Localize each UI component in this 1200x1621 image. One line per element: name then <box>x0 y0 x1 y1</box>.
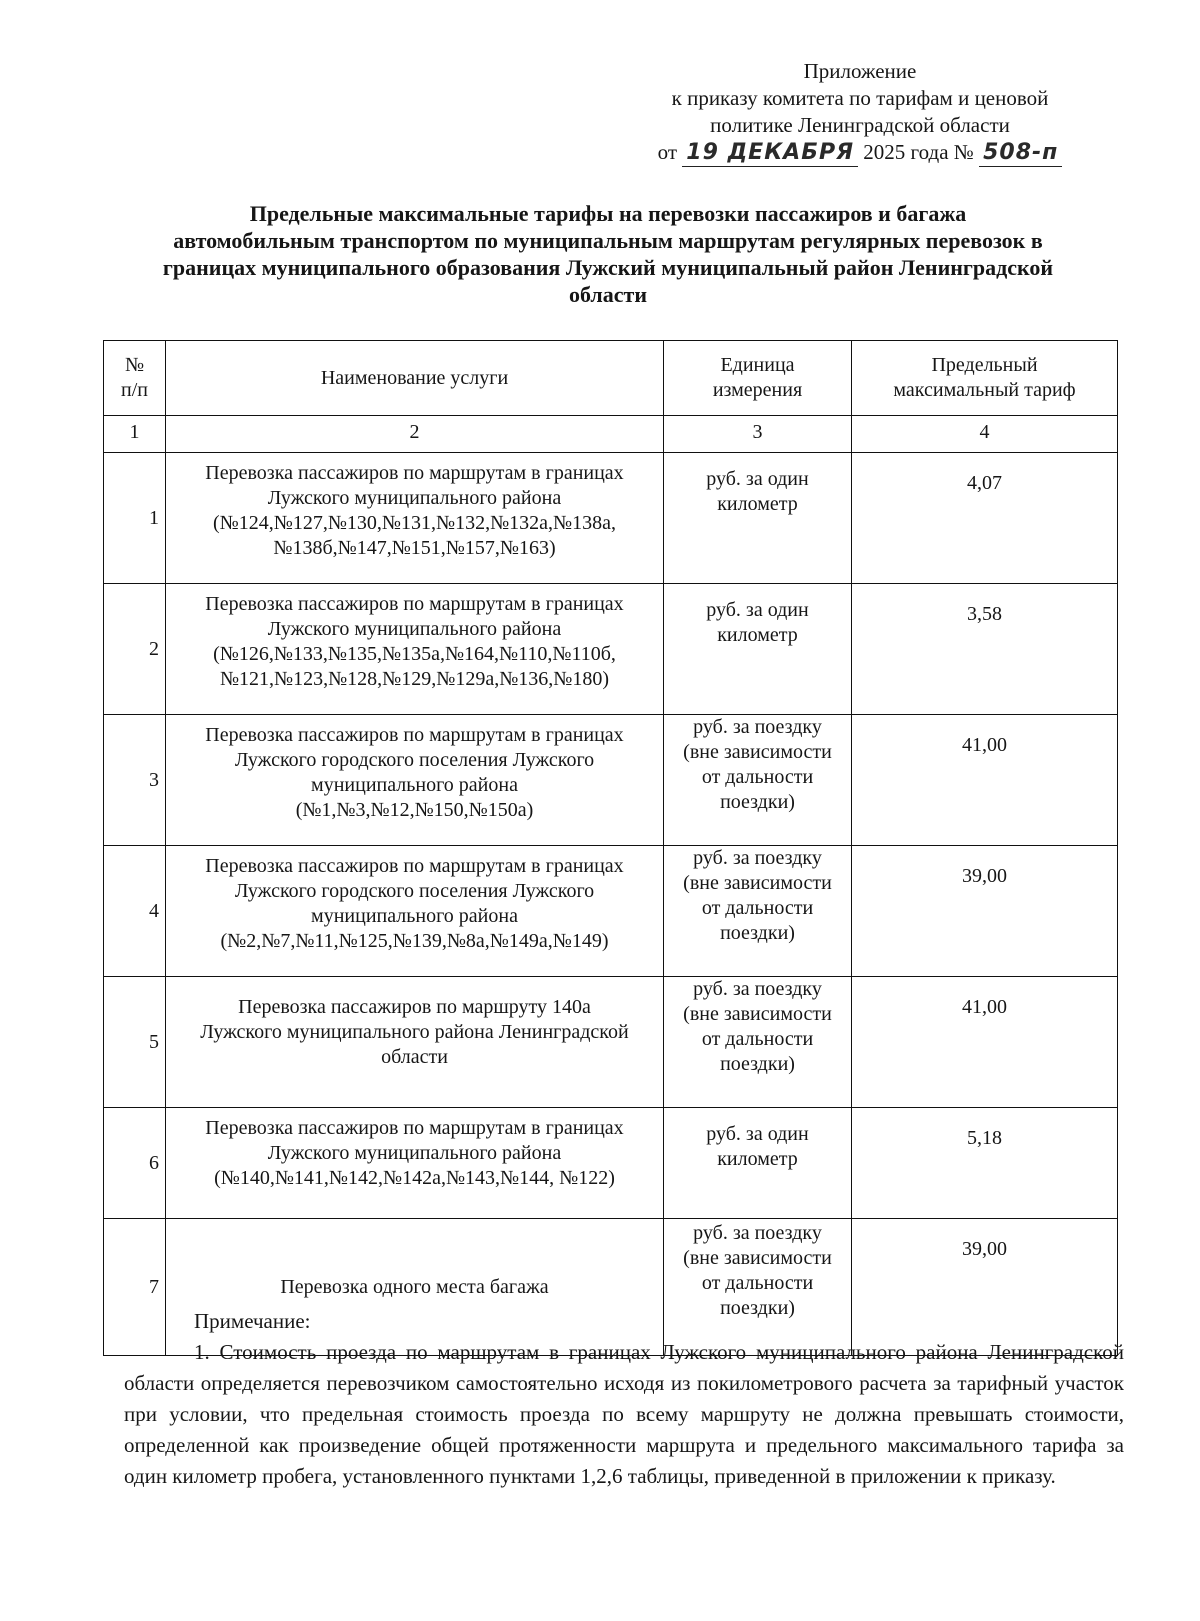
title-line-4: области <box>568 282 648 307</box>
unit-line: от дальности <box>701 1272 814 1294</box>
service-name-line: Лужского городского поселения Лужского <box>234 749 595 771</box>
service-name-line: Лужского муниципального района <box>267 618 562 640</box>
header-number-symbol: № <box>124 354 145 376</box>
row-number: 4 <box>104 846 166 977</box>
unit-line: руб. за поездку <box>693 716 822 738</box>
date-prefix: от <box>657 140 678 164</box>
row-number: 3 <box>104 715 166 846</box>
unit-line: километр <box>717 624 798 646</box>
service-name-line: Лужского городского поселения Лужского <box>234 880 595 902</box>
row-number: 5 <box>104 977 166 1108</box>
unit-line: руб. за поездку <box>693 978 822 1000</box>
header-tariff-line-1: Предельный <box>931 354 1038 376</box>
unit-line: поездки) <box>720 1053 795 1075</box>
row-number: 2 <box>104 584 166 715</box>
service-name <box>166 1108 664 1219</box>
service-name <box>166 453 664 584</box>
unit-line: (вне зависимости <box>683 1247 832 1269</box>
appendix-header <box>600 58 1120 167</box>
tariff-value: 3,58 <box>852 584 1118 715</box>
header-tariff-line-2: максимальный тариф <box>893 379 1076 401</box>
order-date-line <box>600 139 1120 167</box>
service-name-line: муниципального района <box>311 774 518 796</box>
service-name-line: Перевозка пассажиров по маршруту 140а <box>238 996 591 1018</box>
header-unit-line-2: измерения <box>712 379 803 401</box>
table-row <box>104 584 1118 715</box>
tariff-value: 39,00 <box>852 1219 1118 1356</box>
service-name-line: области <box>381 1046 448 1068</box>
service-name-line: Лужского муниципального района <box>267 487 562 509</box>
column-number-row <box>104 416 1118 453</box>
unit-of-measure <box>664 846 852 977</box>
header-number-label: п/п <box>121 379 148 401</box>
table-row <box>104 846 1118 977</box>
service-name-line: №121,№123,№128,№129,№129а,№136,№180) <box>219 668 610 690</box>
service-name-line: Перевозка пассажиров по маршрутам в границах <box>205 462 624 484</box>
table-row <box>104 715 1118 846</box>
column-number: 2 <box>166 416 664 453</box>
unit-line: поездки) <box>720 791 795 813</box>
service-name-line: муниципального района <box>311 905 518 927</box>
service-name-line: (№124,№127,№130,№131,№132,№132а,№138а, <box>213 512 616 534</box>
tariff-value: 4,07 <box>852 453 1118 584</box>
unit-line: (вне зависимости <box>683 741 832 763</box>
unit-line: километр <box>717 493 798 515</box>
row-number: 1 <box>104 453 166 584</box>
header-line-3: политике Ленинградской области <box>710 113 1010 137</box>
tariff-value: 41,00 <box>852 715 1118 846</box>
unit-of-measure <box>664 453 852 584</box>
table-row <box>104 977 1118 1108</box>
row-number: 6 <box>104 1108 166 1219</box>
service-name-line: (№1,№3,№12,№150,№150а) <box>295 799 534 821</box>
header-number <box>104 341 166 416</box>
unit-line: (вне зависимости <box>683 1003 832 1025</box>
document-title <box>108 200 1108 308</box>
handwritten-number: 508-п <box>983 140 1059 165</box>
tariff-value: 41,00 <box>852 977 1118 1108</box>
service-name-line: Лужского муниципального района Ленинградской <box>200 1021 629 1043</box>
unit-line: поездки) <box>720 922 795 944</box>
order-year-text: 2025 года № <box>863 140 974 164</box>
unit-line: от дальности <box>701 766 814 788</box>
service-name-line: (№140,№141,№142,№142а,№143,№144, №122) <box>214 1167 615 1189</box>
unit-line: руб. за один <box>706 468 809 490</box>
service-name-line: Перевозка пассажиров по маршрутам в границах <box>205 1117 624 1139</box>
order-date-handwritten <box>682 139 858 167</box>
service-name-line: (№2,№7,№11,№125,№139,№8а,№149а,№149) <box>220 930 609 952</box>
unit-of-measure <box>664 715 852 846</box>
unit-line: (вне зависимости <box>683 872 832 894</box>
unit-line: километр <box>717 1148 798 1170</box>
unit-line: от дальности <box>701 897 814 919</box>
service-name-line: №138б,№147,№151,№157,№163) <box>273 537 556 559</box>
title-line-3: границах муниципального образования Лужский муниципальный район Ленинградской <box>162 255 1054 280</box>
header-line-2: к приказу комитета по тарифам и ценовой <box>671 86 1049 110</box>
unit-line: поездки) <box>720 1297 795 1319</box>
table-row <box>104 1108 1118 1219</box>
unit-line: руб. за один <box>706 1123 809 1145</box>
unit-of-measure <box>664 1108 852 1219</box>
service-name-line: Перевозка одного места багажа <box>280 1275 549 1298</box>
title-line-1: Предельные максимальные тарифы на перевозки пассажиров и багажа <box>249 201 967 226</box>
unit-of-measure <box>664 977 852 1108</box>
notes-label: Примечание: <box>194 1309 311 1333</box>
header-service-name: Наименование услуги <box>166 341 664 416</box>
table-header-row <box>104 341 1118 416</box>
tariff-table <box>103 340 1118 1356</box>
service-name <box>166 584 664 715</box>
column-number: 3 <box>664 416 852 453</box>
service-name-line: Перевозка пассажиров по маршрутам в границах <box>205 593 624 615</box>
note-item-1: 1. Стоимость проезда по маршрутам в границах Лужского муниципального района Ленинградской области определяется перевозчиком самостоятельно исходя из покилометрового расчета за тарифный участок при условии, что предельная стоимость проезда по всему маршруту не должна превышать стоимости, определенной как произведение общей протяженности маршрута и предельного максимального тарифа за один километр пробега, установленного пунктами 1,2,6 таблицы, приведенной в приложении к приказу. <box>124 1340 1124 1488</box>
title-line-2: автомобильным транспортом по муниципальным маршрутам регулярных перевозок в <box>173 228 1043 253</box>
tariff-value: 5,18 <box>852 1108 1118 1219</box>
service-name-line: Перевозка пассажиров по маршрутам в границах <box>205 724 624 746</box>
service-name-line: Перевозка пассажиров по маршрутам в границах <box>205 855 624 877</box>
handwritten-date: 19 ДЕКАБРЯ <box>686 140 855 165</box>
row-number: 7 <box>104 1219 166 1356</box>
service-name <box>166 715 664 846</box>
notes-section <box>124 1306 1124 1492</box>
header-line-1: Приложение <box>803 59 917 83</box>
service-name <box>166 977 664 1108</box>
tariff-value: 39,00 <box>852 846 1118 977</box>
unit-line: руб. за один <box>706 599 809 621</box>
column-number: 1 <box>104 416 166 453</box>
header-tariff <box>852 341 1118 416</box>
header-unit <box>664 341 852 416</box>
unit-line: руб. за поездку <box>693 847 822 869</box>
unit-line: руб. за поездку <box>693 1222 822 1244</box>
column-number: 4 <box>852 416 1118 453</box>
service-name <box>166 846 664 977</box>
service-name-line: (№126,№133,№135,№135а,№164,№110,№110б, <box>213 643 616 665</box>
table-row <box>104 453 1118 584</box>
order-number-handwritten <box>979 139 1062 167</box>
unit-line: от дальности <box>701 1028 814 1050</box>
unit-of-measure <box>664 584 852 715</box>
header-unit-line-1: Единица <box>720 354 795 376</box>
service-name-line: Лужского муниципального района <box>267 1142 562 1164</box>
